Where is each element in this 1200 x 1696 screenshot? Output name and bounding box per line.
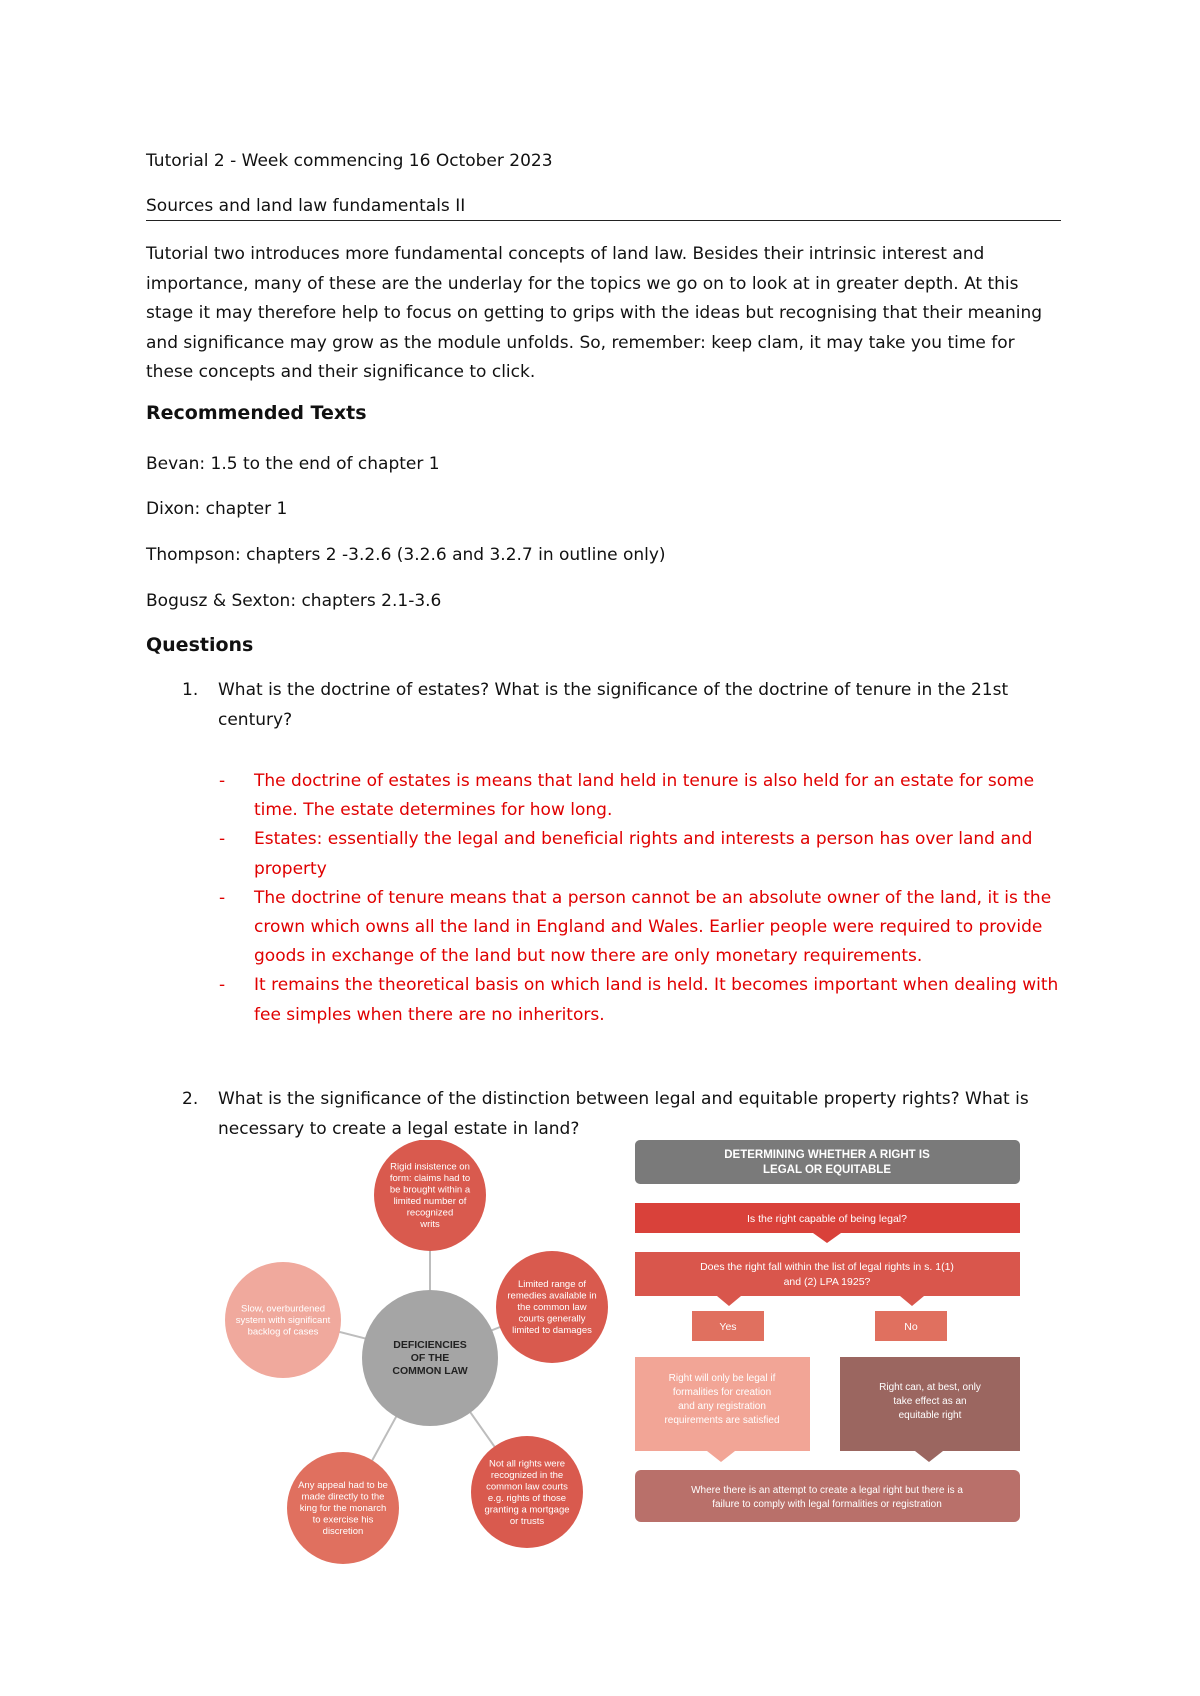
bottom-right-bubble-text: e.g. rights of those [487, 1492, 567, 1504]
legal-outcome-line3: and any registration [678, 1401, 766, 1412]
bottom-left-bubble-text: made directly to the [301, 1491, 385, 1503]
recommended-heading: Recommended Texts [146, 402, 367, 424]
question-2-text: What is the significance of the distinction between legal and equitable property rights? What is necessary to create a legal estate in land? [218, 1089, 1029, 1139]
text-item-thompson: Thompson: chapters 2 -3.2.6 (3.2.6 and 3.2.7 in outline only) [146, 545, 666, 565]
arrow-yes [717, 1296, 741, 1306]
yes-label: Yes [719, 1321, 737, 1333]
question-capable-text: Is the right capable of being legal? [747, 1213, 907, 1225]
intro-paragraph: Tutorial two introduces more fundamental concepts of land law. Besides their intrinsic interest and importance, many of these are the underlay for the topics we go on to look at in greater depth. At this stage it may therefore help to focus on getting to grips with the ideas but recognising that their meaning and significance may grow as the module unfolds. So, remember: keep clam, it may take you time for these concepts and their significance to click. [146, 244, 1043, 382]
top-bubble-text: writs [420, 1218, 440, 1230]
arrow-down-legal [707, 1451, 735, 1462]
failure-line2: failure to comply with legal formalities or registration [712, 1499, 942, 1510]
left-bubble-text: system with significant [235, 1315, 331, 1326]
bottom-right-bubble-text: common law courts [486, 1481, 568, 1493]
answer-item: - The doctrine of estates is means that land held in tenure is also held for an estate for some time. The estate determines for how long. [219, 771, 1035, 821]
question-2-number: 2. [182, 1089, 199, 1109]
arrow-down-1 [813, 1233, 841, 1243]
arrow-no [900, 1296, 924, 1306]
equitable-outcome-line3: equitable right [898, 1410, 962, 1421]
top-bubble-text: limited number of [393, 1195, 467, 1207]
legal-equitable-flowchart [635, 1140, 1020, 1570]
equitable-outcome-line2: take effect as an [893, 1396, 967, 1407]
question-2 [146, 1084, 1061, 1144]
question-1-text: What is the doctrine of estates? What is the significance of the doctrine of tenure in the 21st century? [218, 680, 1009, 730]
flowchart-title-line1: DETERMINING WHETHER A RIGHT IS [724, 1149, 930, 1161]
no-label: No [904, 1321, 918, 1333]
document-subtitle: Sources and land law fundamentals II [146, 196, 466, 216]
answer-item: - It remains the theoretical basis on which land is held. It becomes important when dealing with fee simples when there are no inheritors. [219, 975, 1059, 1025]
deficiencies-diagram [215, 1140, 625, 1570]
answer-item: - Estates: essentially the legal and beneficial rights and interests a person has over land and property [219, 829, 1033, 879]
bottom-left-bubble-text: Any appeal had to be [298, 1480, 388, 1491]
equitable-outcome-line1: Right can, at best, only [879, 1382, 981, 1393]
question-list-line1: Does the right fall within the list of legal rights in s. 1(1) [700, 1261, 954, 1273]
arrow-down-equitable [915, 1451, 943, 1462]
questions-heading: Questions [146, 634, 254, 656]
legal-outcome-line1: Right will only be legal if [668, 1373, 776, 1384]
right-bubble-text: limited to damages [512, 1325, 592, 1336]
document-title: Tutorial 2 - Week commencing 16 October 2023 [146, 151, 553, 171]
right-bubble-text: the common law [517, 1302, 587, 1313]
bottom-right-bubble-text: recognized in the [490, 1469, 564, 1481]
text-item-bogusz: Bogusz & Sexton: chapters 2.1-3.6 [146, 591, 442, 611]
bottom-left-bubble-text: to exercise his [312, 1514, 374, 1526]
bottom-right-bubble-text: Not all rights were [488, 1458, 566, 1470]
failure-line1: Where there is an attempt to create a legal right but there is a [691, 1485, 963, 1496]
right-bubble-text: remedies available in [507, 1290, 597, 1302]
right-bubble-text: Limited range of [517, 1279, 587, 1290]
flowchart-title-line2: LEGAL OR EQUITABLE [763, 1164, 891, 1176]
top-bubble-text: Rigid insistence on [390, 1161, 470, 1173]
right-bubble-text: courts generally [518, 1313, 586, 1325]
top-bubble-text: be brought within a [389, 1184, 471, 1196]
question-1 [146, 675, 1061, 735]
heading-rule [146, 220, 1061, 221]
flowchart-title-box [635, 1140, 1020, 1184]
center-bubble-text: DEFICIENCIES [393, 1339, 467, 1351]
left-bubble-text: backlog of cases [247, 1326, 319, 1338]
question-1-answers [146, 767, 1061, 1030]
bottom-right-bubble-text: or trusts [509, 1515, 545, 1527]
question-1-number: 1. [182, 680, 199, 700]
center-bubble-text: OF THE [410, 1352, 450, 1364]
bottom-left-bubble-text: discretion [322, 1526, 364, 1537]
answer-item: - The doctrine of tenure means that a person cannot be an absolute owner of the land, it is the crown which owns all the land in England and Wales. Earlier people were required to provide goods in exchange of the land but now there are only monetary requirements. [219, 887, 1052, 967]
failure-box [635, 1470, 1020, 1522]
question-list-line2: and (2) LPA 1925? [783, 1276, 871, 1288]
bottom-left-bubble-text: king for the monarch [299, 1503, 387, 1514]
text-item-dixon: Dixon: chapter 1 [146, 499, 288, 519]
legal-outcome-line4: requirements are satisfied [664, 1415, 780, 1426]
left-bubble-text: Slow, overburdened [241, 1303, 325, 1315]
center-bubble-text: COMMON LAW [392, 1365, 468, 1377]
top-bubble-text: recognized [406, 1207, 454, 1219]
legal-outcome-line2: formalities for creation [672, 1387, 772, 1398]
bottom-right-bubble-text: granting a mortgage [484, 1504, 570, 1516]
text-item-bevan: Bevan: 1.5 to the end of chapter 1 [146, 454, 440, 474]
question-list-box [635, 1252, 1020, 1296]
top-bubble-text: form: claims had to [389, 1172, 471, 1184]
